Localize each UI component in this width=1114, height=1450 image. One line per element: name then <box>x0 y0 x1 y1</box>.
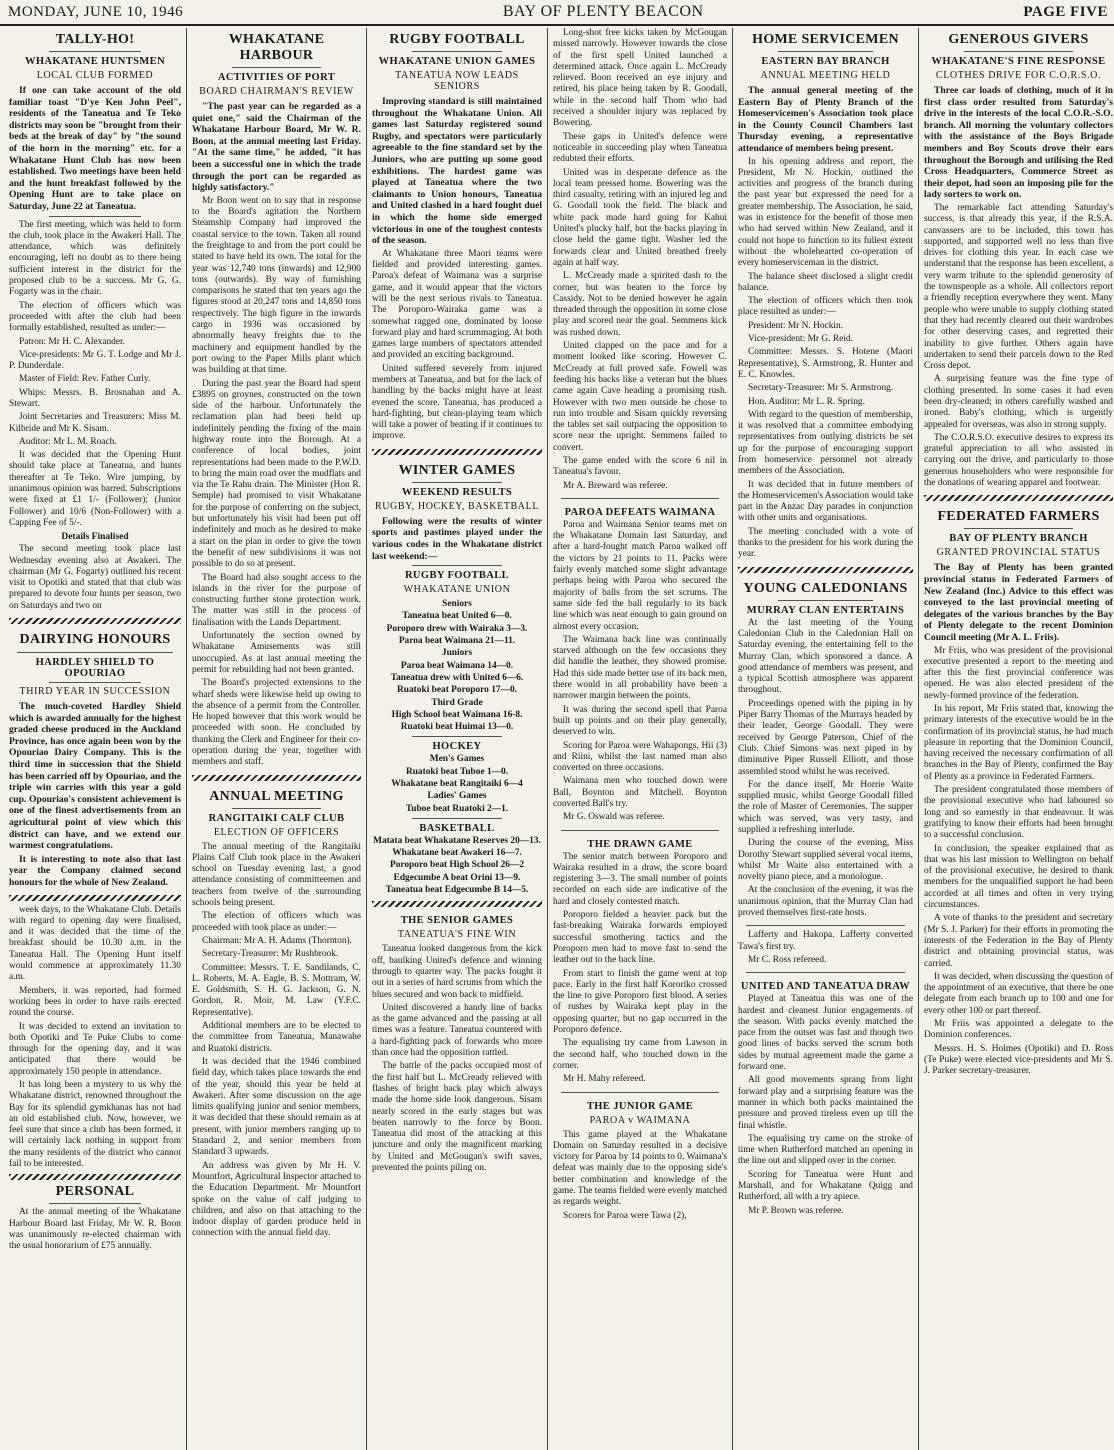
subheadline: WHAKATANE HUNTSMEN <box>24 56 166 67</box>
paragraph: The election of officers which was proceeded with after the club had been formally established, resulted as under:— <box>9 300 181 334</box>
subheadline: ELECTION OF OFFICERS <box>213 826 340 838</box>
paragraph: Poroporo fielded a heavier pack but the fast-breaking Wairaka forwards employed successful smothering tactics and the Poroporo men had to move fast to send the leather out to the back line. <box>553 910 727 966</box>
divider <box>561 498 719 499</box>
divider <box>746 925 905 926</box>
paragraph: Secretary-Treasurer: Mr Rushbrook. <box>202 949 339 960</box>
page-number: PAGE FIVE <box>1023 4 1108 20</box>
result-line: Ruatoki beat Tuboe 1—0. <box>405 766 509 777</box>
divider <box>412 482 502 483</box>
article-senior-games-continued <box>553 28 727 494</box>
divider <box>17 652 173 653</box>
paragraph: A surprising feature was the fine type of clothing presented. In some cases it had even been dry-cleaned; in others carefully washed and ironed. Baby's clothing, which is urgently appealed for overseas, was also in strong supply. <box>924 374 1113 430</box>
paragraph: Scoring for Paroa were Wahapongs, Hii (3) and Riini, whilst the last named man also converted on three occasions. <box>553 740 727 774</box>
divider <box>964 528 1073 529</box>
column-3 <box>367 28 548 1450</box>
result-line: Seniors <box>442 599 472 610</box>
headline: YOUNG CALEDONIANS <box>743 580 908 596</box>
subheadline: TANEATUA'S FINE WIN <box>397 929 517 941</box>
paragraph: week days, to the Whakatane Club. Details with regard to opening day were finalised, and it was decided that the time of the breakfast should be 10.30 a.m. in the Taneatua Hall. The Opening Hunt itself would commence at approximately 11.30 a.m. <box>9 904 181 983</box>
divider <box>412 736 502 737</box>
divider <box>49 682 141 683</box>
subheadline: WEEKEND RESULTS <box>401 486 513 498</box>
article-home-servicemen <box>738 28 913 563</box>
subheadline: CLOTHES DRIVE FOR C.O.R.S.O. <box>935 70 1102 81</box>
headline: THE JUNIOR GAME <box>586 1100 694 1112</box>
paragraph: Chairman: Mr A. H. Adams (Thornton). <box>202 935 352 946</box>
subheadline: GRANTED PROVINCIAL STATUS <box>936 547 1101 559</box>
section-heading: BASKETBALL <box>419 822 495 834</box>
subheadline: ACTIVITIES OF PORT <box>217 72 336 83</box>
divider <box>412 51 502 52</box>
body <box>192 196 361 769</box>
divider <box>9 618 181 624</box>
paragraph: Mr G. Oswald was referee. <box>563 812 665 823</box>
paragraph: President: Mr N. Hockin. <box>748 320 844 331</box>
divider <box>561 1092 719 1093</box>
paragraph: Vice-presidents: Mr G. T. Lodge and Mr J. P. Dunderdale. <box>9 349 181 372</box>
paragraph: Committee: Messrs. S. Hotene (Maori Representative), S. Armstrong, R. Hunter and E. C. Knowles. <box>738 347 913 380</box>
article-tallyho-continued <box>9 905 181 1450</box>
paragraph: Paroa and Waimana Senior teams met on the Whakatane Domain last Saturday, and after a hard-fought match Paroa walked off the victors by 21 points to 11. Packs were fairly evenly matched some slight advantage perhaps being with Paroa who secured the majority of balls from the set scrums. The same side fed the ball regularly to its back line which was neat enough to gain ground on almost every occasion. <box>553 519 727 632</box>
paragraph: The remarkable fact attending Saturday's success, is that already this year, if the R.S.A. canvassers are to be included, this town has supported, and supported well no less than five drives for clothing this year. In each case we understand that the response has been excellent, a very warm tribute to the splendid generosity of the townspeople as a whole. All collectors report a friendly reception everywhere they went. Many people who were unable to supply clothing stated that they had recently cleared out their wardrobes for other deserving cases, and regretted their inability to give further. Others again have undertaken to send their parcels down to the Red Cross depot. <box>924 202 1113 372</box>
paragraph: Mr P. Brown was referee. <box>748 1205 844 1216</box>
body <box>924 203 1113 489</box>
column-6 <box>919 28 1114 1450</box>
column-1 <box>4 28 187 1450</box>
divider <box>372 449 542 455</box>
article-calf-club <box>192 785 361 1450</box>
subheadline: RANGITAIKI CALF CLUB <box>208 812 345 824</box>
result-line: Ruatoki beat Huimai 13—0. <box>400 722 514 733</box>
article-federated-farmers <box>924 505 1113 1450</box>
paragraph: Mr A. Breward was referee. <box>563 480 668 491</box>
paragraph: In his report, Mr Friis stated that, knowing the primary interests of the executive would be in the confirmation of its provincial status, he had much pleasure in reporting that the Dominion Council, having received the necessary confirmation of all branches in the Bay of Plenty, confirmed the Bay of Plenty as a province in Federated Farmers. <box>924 704 1113 782</box>
paragraph: The annual meeting of the Rangitaiki Plains Calf Club took place in the Awakeri school on Tuesday evening last, a good attendance consisting of committeemen and teachers from twelve of the surrounding schools being present. <box>192 841 361 909</box>
article-senior-games <box>372 911 542 1450</box>
body <box>924 646 1113 1078</box>
subheadline: WHAKATANE UNION GAMES <box>378 56 536 67</box>
paragraph: Proceedings opened with the piping in by Piper Barry Thomas of the Murrays headed by their leader, George Goodall. They were received by George Paterson, Chief of the Club. Chief Simons was next piped in by diminutive Piper Russell Elliott, and those assembled stood whilst he was received. <box>738 698 913 777</box>
lead-paragraph: Three car loads of clothing, much of it in first class order resulted from Saturday's drive in the interests of the local C.O.R.-S.O. branch. All morning the voluntary collectors with the assistance of the Boys Brigade members and Boy Scouts drove their ears throughout the Borough and utilising the Red Cross Headquarters, Commerce Street as their depot, had soon an imposing pile for the lady sorters to work on. <box>924 85 1113 201</box>
paragraph: Secretary-Treasurer: Mr S. Armstrong. <box>748 383 894 394</box>
basketball-results <box>372 836 542 896</box>
result-line: Ladies' Games <box>427 791 487 802</box>
paragraph: It was decided, when discussing the question of the appointment of an executive, that there be one delegate from each branch up to 100 and one for every other 100 or part thereof. <box>924 971 1113 1016</box>
paragraph: At the annual meeting of the Whakatane Harbour Board last Friday, Mr W. R. Boon was unanimously re-elected chairman with the usual honorarium of £75 annually. <box>9 1207 181 1252</box>
lead-paragraph: Following were the results of winter sports and pastimes played under the various codes in the Whakatane district last weekend:— <box>372 515 542 562</box>
headline: WHAKATANE HARBOUR <box>228 32 325 63</box>
subheadline: ANNUAL MEETING HELD <box>760 70 891 81</box>
article-junior-game <box>553 1097 727 1450</box>
result-line: Poroporo beat High School 26—2 <box>389 860 525 871</box>
paragraph: Committee: Messrs. T. E. Sandilands, C. L. Roberts, M. A. Eagle, B. S. Mottram, W. E. Goldsmith, S. H. G. Jackson, G. N. Gordon, R. Moir, M. Law (Y.F.C. Representative). <box>192 962 361 1018</box>
body <box>738 930 913 966</box>
paragraph: It has long been a mystery to us why the Whakatane district, renowned throughout the Bay for its splendid gymkhanas has not had an old established club. Now, however, we feel sure that since a club has been formed, it will certainly lack nothing in support from the many residents of the district who cannot fail to be interested. <box>9 1079 181 1170</box>
crosshead: Details Finalised <box>61 532 129 543</box>
paragraph: The election of officers which then took place resulted as under:— <box>738 296 913 318</box>
divider <box>412 818 502 819</box>
headline: PAROA DEFEATS WAIMANA <box>564 506 716 518</box>
body <box>738 994 913 1217</box>
body <box>9 220 181 530</box>
paragraph: It was decided that in future members of the Homeservicemen's Association would take part in the Anzac Day parades in conjunction with other units and organisations. <box>738 479 913 524</box>
divider <box>9 895 181 901</box>
article-dairying <box>9 628 181 891</box>
paragraph: At Whakatane three Maori teams were fielded and provided interesting games. Paroa's defeat of Waimana was a surprise game, and it would appear that the victors will be the next serious rivals to Taneatua. The Poroporo-Wairaka game was a somewhat ragged one, dominated by loose forward play and hard scrummaging. At both games large numbers of spectators attended and provided an exciting background. <box>372 248 542 361</box>
subheadline: BAY OF PLENTY BRANCH <box>949 533 1088 545</box>
paragraph: Scoring for Taneatua were Hunt and Marshall, and for Whakatane Quigg and Rutherford, all with a try apiece. <box>738 1169 913 1203</box>
subheadline: WHAKATANE UNION <box>403 584 511 596</box>
body <box>553 1130 727 1222</box>
paragraph: Additional members are to be elected to the committee from Taneatua, Manawahe and Ruatoki districts. <box>192 1021 361 1054</box>
result-line: Taneatua beat United 6—0. <box>402 611 512 622</box>
paragraph: The battle of the packs occupied most of the first half but L. McCready relieved with flashes of bright back play which always made the home side look dangerous. Sisam nearly scored in the early stages but was beaten narrowly to the force by Boon. Taneatua did most of the attacking at this juncture and only the magnificent marking by United and McGougan's swift saves, prevented the points piling on. <box>372 1061 542 1174</box>
result-line: Third Grade <box>431 697 483 708</box>
subheadline: RUGBY, HOCKEY, BASKETBALL <box>374 500 540 512</box>
paragraph: Patron: Mr H. C. Alexander. <box>19 336 125 347</box>
article-caledonians <box>738 577 913 922</box>
paragraph: At the last meeting of the Young Caledonian Club in the Caledonian Hall on Saturday evening, the entertaining fell to the Murray Clan, which sponsored a dance. A good attendance of members was present, and a typical Scottish atmosphere was apparent throughout. <box>738 617 913 696</box>
divider <box>232 67 321 68</box>
result-line: Ruatoki beat Poroporo 17—0. <box>397 685 517 696</box>
paragraph: The equalising try came from Lawson in the second half, who touched down in the corner. <box>553 1038 727 1071</box>
paragraph: A vote of thanks to the president and secretary (Mr S. J. Parker) for their efforts in promoting the interests of the Federation in the Bay of Plenty district and obtaining provincial status, was carried. <box>924 913 1113 969</box>
divider <box>561 830 719 831</box>
paragraph: L. McCready made a spirited dash to the corner, but was beaten to the force by Cassidy. Not to be denied however he again threaded through the opposition in some close play and scored near the goal. Semmens kick was rushed down. <box>553 271 727 338</box>
article-paroa-waimana <box>553 503 727 826</box>
divider <box>49 216 141 217</box>
article-winter-games <box>372 459 542 898</box>
headline: ANNUAL MEETING <box>209 788 344 804</box>
result-line: Juniors <box>441 648 473 659</box>
result-line: Matata beat Whakatane Reserves 20—13. <box>373 835 541 846</box>
divider <box>964 51 1073 52</box>
result-line: Men's Games <box>429 754 485 765</box>
body <box>372 249 542 443</box>
paragraph: In his opening address and report, the President, Mr N. Hockin, outlined the activities and progress of the branch during the past year but expressed the need for a greater membership. The Association, he said, was in existence for the benefit of those men who had served within New Zealand, and it could not hope to function to its fullest extent without the wholehearted co-operation of every homeserviceman in the district. <box>738 156 913 269</box>
paragraph: Hon. Auditor: Mr L. R. Spring. <box>748 396 865 407</box>
divider <box>49 51 141 52</box>
divider <box>192 775 361 781</box>
article-tallyho <box>9 28 181 614</box>
headline: THE SENIOR GAMES <box>400 915 514 927</box>
column-5 <box>733 28 919 1450</box>
subheadline: WHAKATANE'S FINE RESPONSE <box>931 56 1106 67</box>
masthead <box>0 0 1114 26</box>
paragraph: The Board had also sought access to the islands in the river for the purpose of constructing further stone protection work. The matter was still in the process of finalisation with the Lands Department. <box>192 572 361 628</box>
divider <box>412 565 502 566</box>
headline: UNITED AND TANEATUA DRAW <box>740 981 911 993</box>
paragraph: The balance sheet disclosed a slight credit balance. <box>738 271 913 293</box>
lead-paragraph: The annual general meeting of the Eastern Bay of Plenty Branch of the Homeservicemen's Association took place in the County Council Chambers last Thursday evening, a representative attendance of members being present. <box>738 85 913 154</box>
paragraph: Taneatua looked dangerous from the kick off, baulking United's defence and winning through to quarter way. The packs fought it out in a series of hard scrums from which the blues secured and won back to midfield. <box>372 944 542 1000</box>
subheadline: MURRAY CLAN ENTERTAINS <box>746 604 905 616</box>
divider <box>49 1203 141 1204</box>
paragraph: The meeting concluded with a vote of thanks to the president for his work during the year. <box>738 526 913 560</box>
paragraph: With regard to the question of membership, it was resolved that a committee embodying representatives from outlying districts be set up for the purpose of encouraging support from homeservice personnel not already members of the Association. <box>738 409 913 477</box>
result-line: Whakatane beat Rangitaiki 6—4 <box>391 779 523 789</box>
paragraph: It was decided that the Opening Hunt should take place at Taneatua, and hunts thereafter at Te Teko. Wire jumping, by unanimous opinion was barred. Subscriptions were fixed at £1 1/- (Follower); (Junior Follower) and 10/6 (Non-Follower) with a Capping Fee of 5/-. <box>9 450 181 528</box>
body <box>553 852 727 1086</box>
paragraph: Unfortunately the section owned by Whakatane Amusements was still unoccupied. As at last annual meeting the permit for rebuilding had not been granted. <box>192 631 361 675</box>
result-line: High School beat Waimana 16-8. <box>391 709 523 720</box>
paragraph: During the course of the evening, Miss Dorothy Stewart supplied several vocal items, whilst Mr Waite also entertained with a novelty piano piece, and a monologue. <box>738 838 913 883</box>
result-line: Tuboe beat Ruatoki 2—1. <box>405 803 509 814</box>
paragraph: Played at Taneatua this was one of the hardest and cleanest Junior engagements of the season. With packs evenly matched the pace from the outset was fast and though two good lines of backs served the scrum both sides by mutual agreement made the game a forward one. <box>738 994 913 1073</box>
paragraph: All good movements sprang from light forward play and a surprising feature was the manner in which both packs maintained the pressure and proved tireless even up till the final whistle. <box>738 1075 913 1131</box>
divider <box>746 972 905 973</box>
paragraph: At the conclusion of the evening, it was the unanimous opinion, that the Murray Clan had proved themselves first-rate hosts. <box>738 885 913 919</box>
column-2 <box>187 28 367 1450</box>
result-line: Taneatua drew with United 6—6. <box>390 672 524 683</box>
headline: GENEROUS GIVERS <box>948 32 1089 47</box>
headline: DAIRYING HONOURS <box>19 632 171 648</box>
divider <box>9 1174 181 1180</box>
paragraph: The Waimana back line was continually starved although on the few occasions they did handle the leather, they showed promise. Had this side made better use of its back men, there would in all probability have been a narrower margin between the points. <box>553 634 727 702</box>
paragraph: Mr Friis was appointed a delegate to the Dominion conferences. <box>924 1019 1113 1041</box>
divider <box>738 567 913 573</box>
paragraph: Members, it was reported, had formed working bees in order to have rails erected round the course. <box>9 985 181 1019</box>
divider <box>372 901 542 907</box>
paragraph: The first meeting, which was held to form the club, took place in the Awakeri Hall. The attendance, which was definitely encouraging, left no doubt as to there being sufficient interest in the district for the proposed club to be a success. Mr G. G. Fogarty was in the chair. <box>9 219 181 298</box>
divider <box>232 808 321 809</box>
paragraph: It was decided to extend an invitation to both Opotiki and Te Puke Clubs to come through for the opening day, and it was anticipated that there would be approximately 150 people in attendance. <box>9 1021 181 1077</box>
article-harbour <box>192 28 361 771</box>
subheadline: LOCAL CLUB FORMED <box>36 70 154 81</box>
paragraph: United was in desperate defence as the local team pressed home. Bowering was the third casualty, retiring with an injured leg and G. Goodall took the field. The black and white pack made hard going for Kahui United's plucky half, but the backs playing in close held the game tight. Washer led the forwards clear and United breathed freely again at half way. <box>553 167 727 268</box>
rugby-results <box>372 599 542 733</box>
lead-paragraph: "The past year can be regarded as a quiet one," said the Chairman of the Whakatane Harbour Board, Mr W. R. Boon, at the annual meeting last Friday. "At the same time," he added, "it has been a successful one in which the trade through the port can be regarded as highly satisfactory." <box>192 101 361 194</box>
article-united-taneatua <box>738 977 913 1450</box>
article-junior-continued <box>738 930 913 968</box>
headline: PERSONAL <box>55 1184 135 1200</box>
paragraph: The game ended with the score 6 nil in Taneatua's favour. <box>553 455 727 478</box>
paragraph: Scorers for Paroa were Tawa (2), <box>563 1210 687 1221</box>
paragraph: This game played at the Whakatane Domain on Saturday resulted in a decisive victory for Paroa by 14 points to 0. Waimana's defeat was mainly due to the opposing side's better combination and knowledge of the game. The teams fielded were evenly matched as regards weight. <box>553 1129 727 1208</box>
paragraph: Joint Secretaries and Treasurers: Miss M. Kilbride and Mr K. Sisam. <box>9 412 181 434</box>
paragraph: Long-shot free kicks taken by McGougan missed narrowly. However towards the close of the first spell United launched a determined attack. Once again L. McCready relieved. Boon received an eye injury and retired, his place being taken by R. Goodall, while in the second half Thom who had received a shoulder injury was replaced by Bowering. <box>553 28 727 129</box>
paragraph: It was decided that the 1946 combined field day, which takes place towards the end of the year, should this year be held at Awakeri. After some discussion on the age limits qualifying junior and senior members, it was decided that these should remain as at present, with junior members ranging up to Standard 2, and senior members from Standard 3 upwards. <box>192 1056 361 1158</box>
paragraph: Whips: Messrs. B. Brosnahan and A. Stewart. <box>9 387 181 409</box>
paragraph: Auditor: Mr L. M. Roach. <box>19 436 117 447</box>
lead-paragraph: The Bay of Plenty has been granted provincial status in Federated Farmers of New Zealand (Inc.) Advice to this effect was conveyed to the last provincial meeting of delegates of the various branches by the Bay of Plenty delegate to the recent Dominion Council meeting (Mr A. L. Friis). <box>924 562 1113 643</box>
body <box>738 157 913 561</box>
paragraph: The Board's projected extensions to the wharf sheds were likewise held up owing to the absence of a permit from the Controller. He hoped however that this work would be proceeded with soon. He concluded by thanking the Clerk and Engineer for their co-operation during the year, together with members and staff. <box>192 678 361 768</box>
paragraph: Master of Field: Rev. Father Curly. <box>19 374 151 385</box>
subheadline: HARDLEY SHIELD TO OPOURIAO <box>35 657 155 680</box>
body <box>192 842 361 1240</box>
divider <box>778 51 873 52</box>
paragraph: It was during the second spell that Paroa built up points and on their play generally, deserved to win. <box>553 704 727 738</box>
subheadline: PAROA v WAIMANA <box>589 1114 691 1126</box>
headline: HOME SERVICEMEN <box>752 32 899 47</box>
body <box>9 905 181 1171</box>
paragraph: Vice-president: Mr G. Reid. <box>748 334 853 345</box>
column-4 <box>548 28 733 1450</box>
issue-date: MONDAY, JUNE 10, 1946 <box>8 4 184 20</box>
lead-paragraph: The much-coveted Hardley Shield which is awarded annually for the highest graded cheese produced in the Auckland Province, has once again been won by the Opouriao Dairy Company. This is the third time in succession that the Shield has been carried off by Opouriao, and the triple win carries with this year a gold cup. Opouriao's consistent achievement is one of the finest advertisements from an agricultural point of view which this district can have, and we extend our warmest congratulations. <box>9 701 181 852</box>
lead-paragraph: It is interesting to note also that last year the Company claimed second honours for the whole of New Zealand. <box>9 853 181 888</box>
paragraph: The president congratulated those members of the provisional executive who had laboured so long and so earnestly in that endeavour. It was gratifying to know their efforts had been brought to a successful conclusion. <box>924 785 1113 841</box>
paragraph: The senior match between Poroporo and Wairaka resulted in a draw, the score board registering 3—3. The small number of points recorded on each side are indicative of the hard and closely contested match. <box>553 851 727 907</box>
result-line: Paroa beat Waimana 14—0. <box>400 660 514 671</box>
paragraph: These gaps in United's defence were noticeable in succeeding play when Taneatua redubted their efforts. <box>553 131 727 165</box>
divider <box>924 495 1113 501</box>
headline: TALLY-HO! <box>55 32 135 47</box>
subheadline: BOARD CHAIRMAN'S REVIEW <box>199 86 354 97</box>
paragraph: Mr C. Ross refereed. <box>748 954 827 965</box>
newspaper-title: BAY OF PLENTY BEACON <box>502 3 704 20</box>
result-line: Edgecumbe A beat Orini 13—9. <box>393 872 521 883</box>
paragraph: In conclusion, the speaker explained that as that was his last mission to Wellington on behalf of the provisional executive, he desired to thank members for the unqualified support he had been accorded at all times and often in very trying circumstances. <box>924 843 1113 911</box>
paragraph: The equalising try came on the stroke of time when Rutherford matched an opening in the line out and slipped over in the corner. <box>738 1133 913 1167</box>
result-line: Taneatua beat Edgecumbe B 14—5. <box>385 885 529 896</box>
paragraph: Mr Friis, who was president of the provisional executive presented a report to the meeting and after this the first provincial conference was opened. He was also elected president of the newly-formed province of the federation. <box>924 645 1113 701</box>
result-line: Whakatane beat Awakeri 16—7. <box>392 848 522 859</box>
paragraph: From start to finish the game went at top pace. Early in the first half Kororiko crossed the line to give Poroporo first blood. A series of rushes by Wairaka kept play in the opposing quarter, but no gap occurred in the Poroporo defence. <box>553 968 727 1036</box>
subheadline: EASTERN BAY BRANCH <box>761 56 890 67</box>
headline: RUGBY FOOTBALL <box>389 32 525 47</box>
section-heading: HOCKEY <box>432 741 482 753</box>
result-line: Poroporo drew with Wairaka 3—3. <box>386 623 528 634</box>
body <box>372 944 542 1174</box>
paragraph: United discovered a handy line of backs as the game advanced and the passing at all times was a feature. Taneatua countered with a hard-fighting pack of forwards who more than once had the opposition rattled. <box>372 1002 542 1059</box>
subheadline: TANEATUA NOW LEADS SENIORS <box>395 70 519 92</box>
paragraph: United suffered severely from injured members at Taneatua, and but for the lack of handling by the backs might have at least evened the score. Taneatua, has produced a hard-fighting, but clean-playing team which will take a power of beating if it continues to improve. <box>372 363 542 442</box>
headline: FEDERATED FARMERS <box>937 509 1100 525</box>
lead-paragraph: If one can take account of the old familiar toast "D'ye Ken John Peel", residents of the Taneatua and Te Teko districts may soon be "brought from their beds at the break of day" by "the sound of the horn in the morning" etc. for a Whakatane Hunt Club has now been established. Two meetings have been held and the hunt breakfast followed by the Opening Hunt are to take place on Saturday, June 22 at Taneatua. <box>9 85 181 212</box>
paragraph: During the past year the Board had spent £3895 on groynes, constructed on the town side of the harbour. Unfortunately the reclamation plan had been held up indefinitely pending the fixing of the main highway route into the Borough. At a conference of local bodies, joint representations had been made to the P.W.D. to bring the main road over the mudflats and via the Te Rahu drain. The Minister (Hon R. Semple) had promised to visit Whakatane for the purpose of conferring on the subject, but unfortunately his visit had been put off indefinitely and much as he desired to make a start on the plan in order to give the town the benefit of new subdivisions it was not possible to do so at present. <box>192 378 361 570</box>
newspaper-page <box>0 28 1114 1450</box>
lead-paragraph: Improving standard is still maintained throughout the Whakatane Union. All games last Saturday registered sound Rugby, and spectators were particularly agreeable to the fine standard set by the Juniors, who are putting up some good exhibitions. The hardest game was played at Taneatua where the two claimants to Union honours, Taneatua and United clashed in a hard fought duel in which the home side emerged victorious in one of the toughest contests of the season. <box>372 96 542 247</box>
subheadline: THIRD YEAR IN SUCCESSION <box>19 686 171 698</box>
body <box>553 520 727 824</box>
result-line: Paroa beat Waimana 21—11. <box>398 636 516 647</box>
section-heading: RUGBY FOOTBALL <box>404 570 510 582</box>
body <box>738 618 913 920</box>
divider <box>778 600 873 601</box>
paragraph: Mr Boon went on to say that in response to the Board's agitation the Northern Steamship Company had improved the coastal service to the town. Taken all round the freightage to and from the port could be stated to have held its own. The total for the year was 12,740 tons (inwards) and 12,900 tons (outwards). By way of furnishing comparisons he stated that ten years ago the figures stood at 20,247 tons and 14,850 tons respectively. The high figure in the inwards cargo in 1936 was occasioned by abnormally heavy freights due to the machinery and equipment handled by the port owing to the Paper Mills plant which was building at that time. <box>192 195 361 376</box>
headline: THE DRAWN GAME <box>587 838 693 850</box>
headline: WINTER GAMES <box>398 462 516 478</box>
paragraph: Mr H. Mahy refereed. <box>563 1074 646 1085</box>
paragraph: Messrs. H. S. Holmes (Opotiki) and D. Ross (Te Puke) were elected vice-presidents and Mr S. J. Parker secretary-treasurer. <box>924 1043 1113 1077</box>
paragraph: Lafferty and Hakopa. Lafferty converted Tawa's first try. <box>738 930 913 952</box>
paragraph: Waimana men who touched down were Ball, Boynton and Mitchell. Boynton converted Ball's try. <box>553 776 727 809</box>
paragraph: The second meeting took place last Wednesday evening also at Awakeri. The chairman (Mr G. Fogarty) outlined his recent visit to Opotiki and stated that that club was prepared to devote four hunts per season, two on Saturdays and two on <box>9 544 181 611</box>
article-rugby <box>372 28 542 445</box>
paragraph: The C.O.R.S.O. executive desires to express its grateful appreciation to all who assisted in carrying out the drive, and particularly to those generous householders who were responsible for the donations of wearing apparel and footwear. <box>924 432 1113 489</box>
paragraph: An address was given by Mr H. V. Mountfort, Agricultural Inspector attached to the Education Department. Mr Mountfort spoke on the value of calf judging to children, and also on that attaching to the indoor display of garden produce held in connection with the annual field day. <box>192 1160 361 1239</box>
article-generous-givers <box>924 28 1113 491</box>
paragraph: The election of officers which was proceeded with took place as under:— <box>192 911 361 933</box>
paragraph: For the dance itself, Mr Horrie Waite supplied music, whilst George Goodall filled the role of Master of Ceremonies. The supper which was served, was very tasty, and supplied a refreshing interlude. <box>738 779 913 835</box>
hockey-results <box>372 754 542 814</box>
paragraph: United clapped on the pace and for a moment looked like scoring. However C. McCready at full proved safe. Fowell was feeding his backs like a veteran but the blues came again Cave heading a promising rush. However with two men outside he chose to run into trouble and Sisam quickly reversing the tables set sail outpacing the opposition to score near the upright. Semmens failed to convert. <box>553 341 727 453</box>
article-drawn-game <box>553 835 727 1088</box>
body <box>553 28 727 492</box>
